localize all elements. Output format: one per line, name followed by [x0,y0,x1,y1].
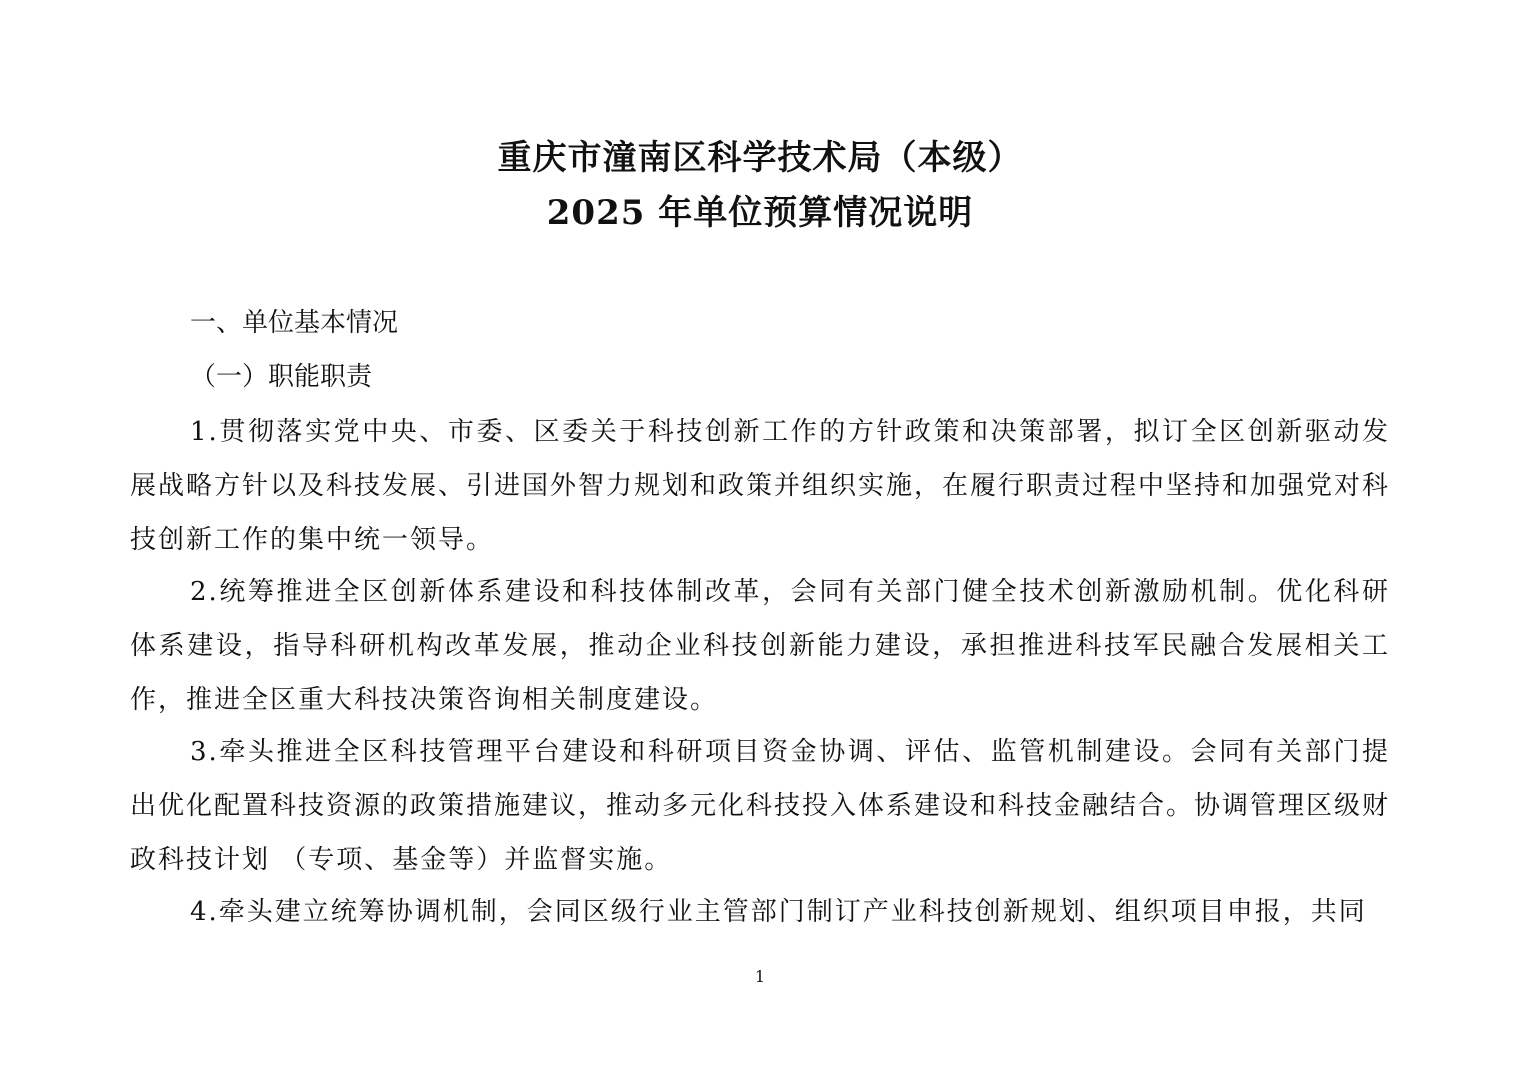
duty-paragraph-2: 2.统筹推进全区创新体系建设和科技体制改革，会同有关部门健全技术创新激励机制。优化科研体系建设，指导科研机构改革发展，推动企业科技创新能力建设，承担推进科技军民融合发展相关工作，推进全区重大科技决策咨询相关制度建设。 [130,577,1390,715]
document-title-line2: 2025 年单位预算情况说明 [546,193,974,233]
document-title-line1: 重庆市潼南区科学技术局（本级） [497,138,1023,178]
duty-paragraph-4: 4.牵头建立统筹协调机制，会同区级行业主管部门制订产业科技创新规划、组织项目申报，共同 [190,897,1367,927]
subsection-heading: （一）职能职责 [190,362,373,392]
page-number: 1 [754,967,766,986]
duty-paragraph-1: 1.贯彻落实党中央、市委、区委关于科技创新工作的方针政策和决策部署，拟订全区创新驱动发展战略方针以及科技发展、引进国外智力规划和政策并组织实施，在履行职责过程中坚持和加强党对科技创新工作的集中统一领导。 [130,417,1391,555]
duty-paragraph-3: 3.牵头推进全区科技管理平台建设和科研项目资金协调、评估、监管机制建设。会同有关部门提出优化配置科技资源的政策措施建议，推动多元化科技投入体系建设和科技金融结合。协调管理区级财政科技计划 （专项、基金等）并监督实施。 [130,737,1391,875]
section-heading: 一、单位基本情况 [190,308,399,338]
